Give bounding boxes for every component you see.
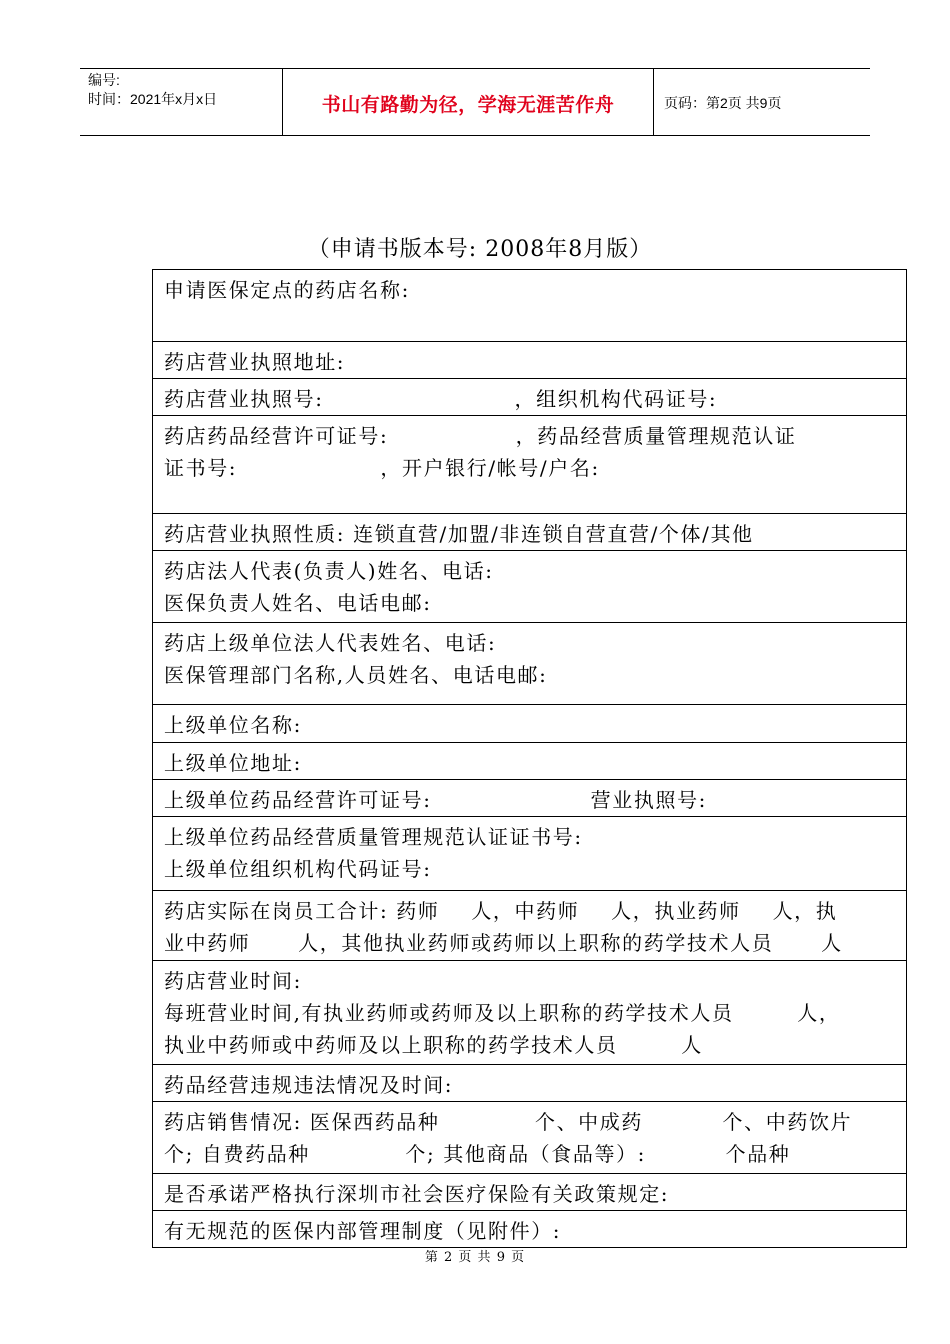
form-row-violations: 药品经营违规违法情况及时间: (153, 1065, 907, 1102)
form-row-pharmacy-name: 申请医保定点的药店名称: (153, 270, 907, 342)
form-row-business-hours: 药店营业时间: 每班营业时间,有执业药师或药师及以上职称的药学技术人员 人， 执业中药师或中药师及以上职称的药学技术人员 人 (153, 961, 907, 1065)
form-row-legal-rep: 药店法人代表(负责人)姓名、电话: 医保负责人姓名、电话电邮: (153, 551, 907, 623)
form-row-license-nature: 药店营业执照性质: 连锁直营/加盟/非连锁自营直营/个体/其他 (153, 514, 907, 551)
form-row-parent-name: 上级单位名称: (153, 705, 907, 743)
form-row-license-address: 药店营业执照地址: (153, 342, 907, 379)
header-page-info: 页码：第2页 共9页 (664, 95, 782, 111)
date-label: 时间：2021年x月x日 (88, 91, 218, 107)
form-row-parent-address: 上级单位地址: (153, 743, 907, 780)
form-row-parent-permit: 上级单位药品经营许可证号: 营业执照号: (153, 780, 907, 817)
page-header (80, 68, 870, 136)
form-row-license-number: 药店营业执照号: ，组织机构代码证号: (153, 379, 907, 416)
form-row-staff: 药店实际在岗员工合计: 药师 人，中药师 人，执业药师 人，执 业中药师 人，其他执业药师或药师以上职称的药学技术人员 人 (153, 891, 907, 961)
form-row-parent-legal-rep: 药店上级单位法人代表姓名、电话: 医保管理部门名称,人员姓名、电话电邮: (153, 623, 907, 705)
version-title: （申请书版本号: 2008年8月版） (307, 237, 653, 262)
header-meta (80, 69, 283, 135)
form-row-internal-rules: 有无规范的医保内部管理制度（见附件）: (153, 1211, 907, 1248)
page-footer: 第 2 页 共 9 页 (424, 1250, 526, 1265)
form-row-policy-commitment: 是否承诺严格执行深圳市社会医疗保险有关政策规定: (153, 1174, 907, 1211)
application-form (152, 269, 907, 1248)
header-motto: 书山有路勤为径，学海无涯苦作舟 (283, 69, 654, 135)
form-row-drug-permit: 药店药品经营许可证号: ，药品经营质量管理规范认证 证书号: ，开户银行/帐号/户名: (153, 416, 907, 514)
form-row-parent-gsp: 上级单位药品经营质量管理规范认证证书号: 上级单位组织机构代码证号: (153, 817, 907, 891)
number-label: 编号: (88, 72, 120, 88)
form-row-sales: 药店销售情况: 医保西药品种 个、中成药 个、中药饮片 个; 自费药品种 个; 其他商品（食品等）: 个品种 (153, 1102, 907, 1174)
